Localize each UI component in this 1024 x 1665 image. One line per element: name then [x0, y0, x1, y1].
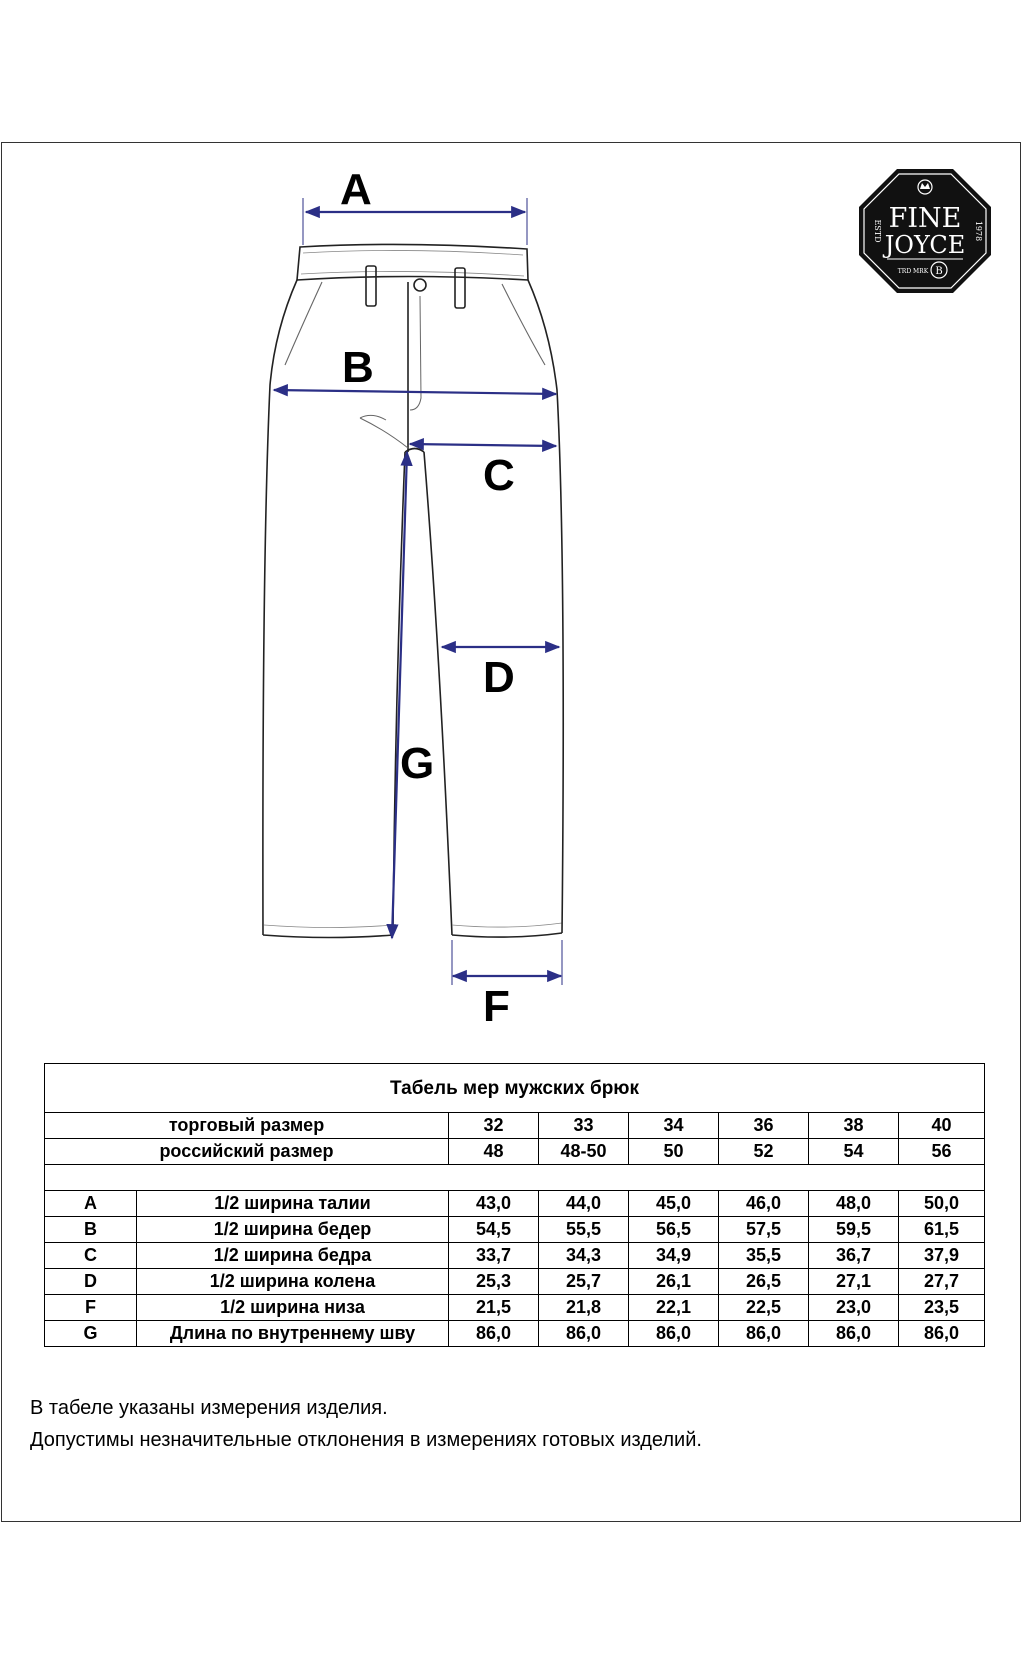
measurement-rows	[45, 1191, 985, 1347]
table-row	[45, 1321, 985, 1347]
measurement-value: 22,5	[719, 1295, 809, 1321]
logo-emblem: B	[935, 266, 943, 277]
ru-size-row	[45, 1139, 985, 1165]
measurement-value: 27,1	[809, 1269, 899, 1295]
trade-size-cell: 33	[539, 1113, 629, 1139]
ru-size-cell: 54	[809, 1139, 899, 1165]
table-row	[45, 1243, 985, 1269]
dim-label-f: F	[483, 982, 510, 1031]
ru-size-cell: 50	[629, 1139, 719, 1165]
trade-size-cell: 34	[629, 1113, 719, 1139]
measurement-value: 25,3	[449, 1269, 539, 1295]
dim-line-c	[410, 444, 556, 446]
measurement-value: 23,0	[809, 1295, 899, 1321]
ru-size-cell: 52	[719, 1139, 809, 1165]
measurement-value: 22,1	[629, 1295, 719, 1321]
measurement-value: 86,0	[629, 1321, 719, 1347]
table-row	[45, 1269, 985, 1295]
measurement-value: 23,5	[899, 1295, 985, 1321]
table-spacer-row	[45, 1165, 985, 1191]
measurement-name: 1/2 ширина колена	[137, 1269, 449, 1295]
measurement-value: 25,7	[539, 1269, 629, 1295]
measurement-name: 1/2 ширина бедра	[137, 1243, 449, 1269]
measurement-value: 56,5	[629, 1217, 719, 1243]
ru-size-label: российский размер	[45, 1139, 449, 1165]
measurement-value: 21,5	[449, 1295, 539, 1321]
measurement-value: 86,0	[809, 1321, 899, 1347]
dim-label-a: A	[340, 165, 372, 214]
spacer-cell	[45, 1165, 985, 1191]
measurement-value: 26,5	[719, 1269, 809, 1295]
measurement-value: 86,0	[539, 1321, 629, 1347]
trade-size-cell: 32	[449, 1113, 539, 1139]
note-line: В табеле указаны измерения изделия.	[30, 1397, 388, 1419]
measurement-value: 34,9	[629, 1243, 719, 1269]
ru-size-cell: 48-50	[539, 1139, 629, 1165]
measurement-value: 37,9	[899, 1243, 985, 1269]
dim-label-g: G	[400, 739, 435, 788]
trade-size-cell: 40	[899, 1113, 985, 1139]
trade-size-cell: 36	[719, 1113, 809, 1139]
trousers-outline	[263, 244, 563, 937]
measurement-name: 1/2 ширина бедер	[137, 1217, 449, 1243]
measurement-value: 48,0	[809, 1191, 899, 1217]
measurement-code: F	[45, 1295, 137, 1321]
table-row	[45, 1217, 985, 1243]
measurement-value: 54,5	[449, 1217, 539, 1243]
table-title-row	[45, 1064, 985, 1113]
measurement-code: D	[45, 1269, 137, 1295]
measurement-value: 21,8	[539, 1295, 629, 1321]
measurement-code: C	[45, 1243, 137, 1269]
measurement-value: 55,5	[539, 1217, 629, 1243]
note-line: Допустимы незначительные отклонения в измерениях готовых изделий.	[30, 1429, 702, 1451]
measurement-value: 46,0	[719, 1191, 809, 1217]
logo-text-joyce: JOYCE	[884, 231, 966, 259]
measurement-value: 86,0	[719, 1321, 809, 1347]
measurement-name: Длина по внутреннему шву	[137, 1321, 449, 1347]
measurement-value: 35,5	[719, 1243, 809, 1269]
dim-line-g	[392, 452, 407, 938]
measurement-value: 86,0	[449, 1321, 539, 1347]
fine-joyce-logo	[855, 165, 995, 297]
measurement-name: 1/2 ширина талии	[137, 1191, 449, 1217]
measurement-value: 57,5	[719, 1217, 809, 1243]
measurement-value: 44,0	[539, 1191, 629, 1217]
trade-size-label: торговый размер	[45, 1113, 449, 1139]
measurement-value: 50,0	[899, 1191, 985, 1217]
logo-text-trd-mrk: TRD MRK	[897, 268, 929, 275]
measurement-name: 1/2 ширина низа	[137, 1295, 449, 1321]
dim-label-d: D	[483, 653, 515, 702]
measurement-value: 59,5	[809, 1217, 899, 1243]
measurement-code: A	[45, 1191, 137, 1217]
trade-size-cell: 38	[809, 1113, 899, 1139]
table-title: Табель мер мужских брюк	[45, 1064, 985, 1113]
table-row	[45, 1191, 985, 1217]
logo-text-estd: ESTD	[873, 219, 882, 243]
measurement-value: 27,7	[899, 1269, 985, 1295]
measurement-value: 36,7	[809, 1243, 899, 1269]
ru-size-cell: 56	[899, 1139, 985, 1165]
measurement-value: 33,7	[449, 1243, 539, 1269]
dim-label-b: B	[342, 343, 374, 392]
dim-line-b	[274, 390, 556, 394]
measurement-code: G	[45, 1321, 137, 1347]
table-row	[45, 1295, 985, 1321]
measurement-value: 26,1	[629, 1269, 719, 1295]
size-table	[44, 1063, 985, 1347]
measurement-value: 34,3	[539, 1243, 629, 1269]
measurement-value: 43,0	[449, 1191, 539, 1217]
measurement-value: 61,5	[899, 1217, 985, 1243]
logo-text-fine: FINE	[888, 203, 962, 234]
measurement-code: B	[45, 1217, 137, 1243]
trade-size-row	[45, 1113, 985, 1139]
ru-size-cell: 48	[449, 1139, 539, 1165]
logo-text-year: 1978	[974, 220, 983, 242]
measurement-value: 86,0	[899, 1321, 985, 1347]
dim-label-c: C	[483, 451, 515, 500]
measurement-value: 45,0	[629, 1191, 719, 1217]
notes	[30, 1392, 702, 1456]
